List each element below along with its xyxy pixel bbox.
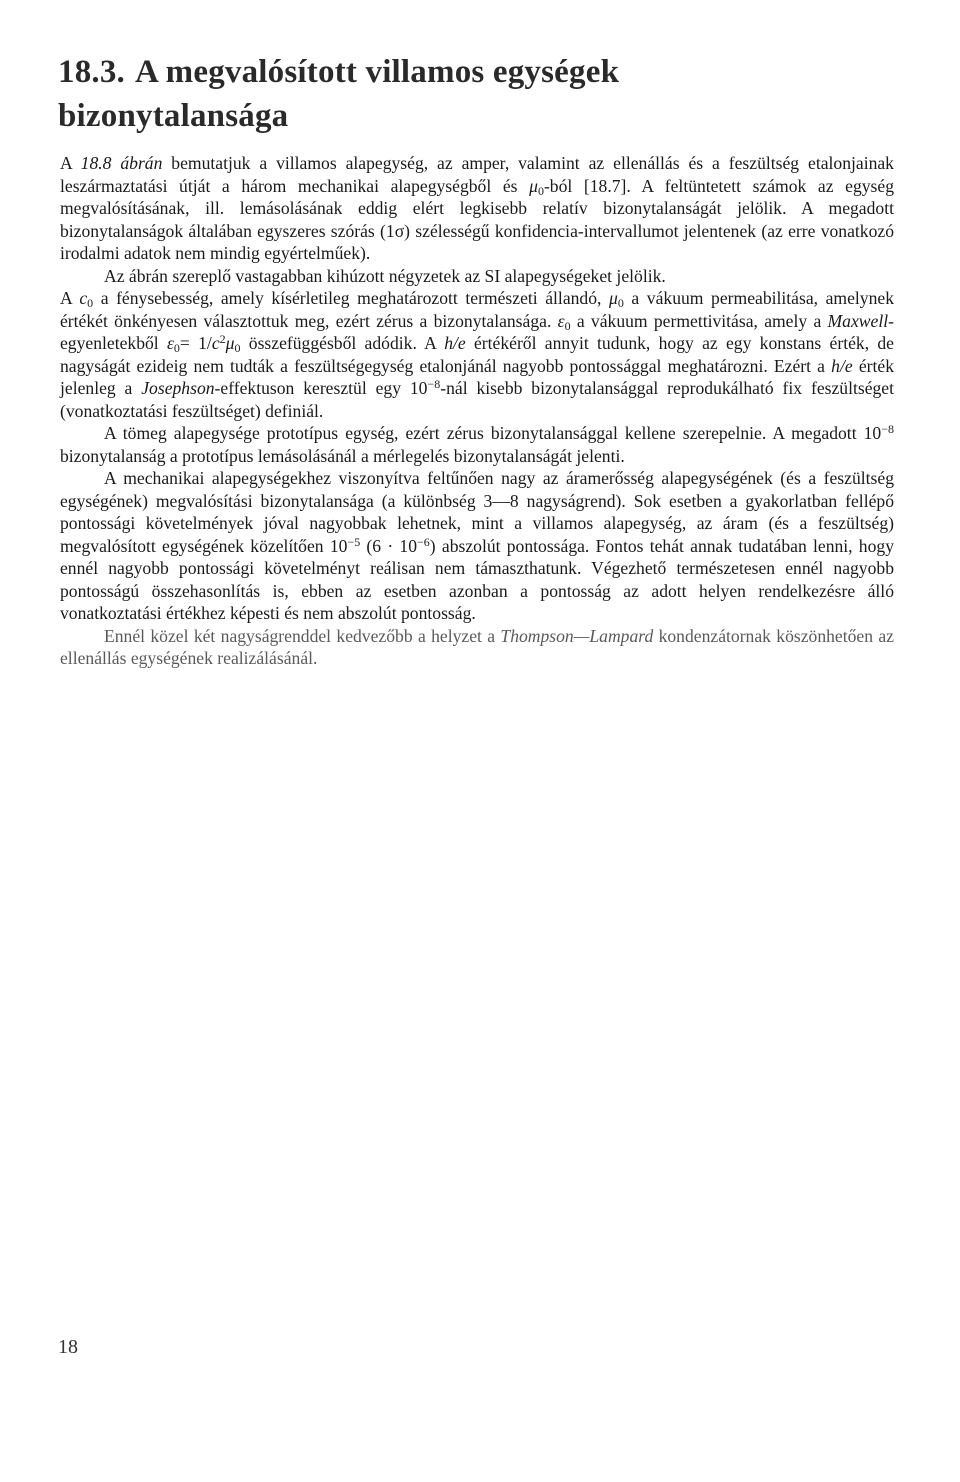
text-run: = 1/ <box>179 333 212 353</box>
superscript-exponent: −8 <box>881 422 894 436</box>
text-run: a vákuum permettivitása, amely a <box>570 310 828 331</box>
text-run: A <box>60 288 80 308</box>
text-run: A mechanikai alapegységekhez viszonyítva feltűnően nagy az áramerősség alapegységének (és a feszültség egységének) megvalósítási bizonytalansága (a különbség 3—8 nagyságrend). Sok esetben a gyakorlatban fellépő pontossági követelmények jóval nagyobbak lehetnek, mint a villamos alapegység, az áram (és a feszültség) megvalósított egységének közelítően 10 <box>60 468 894 556</box>
body-text <box>60 152 894 670</box>
paragraph-3 <box>60 287 894 422</box>
text-run: A tömeg alapegysége prototípus egység, ezért zérus bizonytalansággal kellene szerepelnie. A megadott 10 <box>104 423 882 443</box>
superscript-exponent: −6 <box>417 534 430 549</box>
text-run: a fénysebesség, amely kísérletileg meghatározott természeti állandó, <box>93 288 609 308</box>
subscript-zero: 0 <box>173 341 180 355</box>
mu-symbol: μ <box>529 175 538 196</box>
section-title <box>58 50 898 138</box>
c-symbol: c <box>79 288 88 308</box>
mu-symbol: μ <box>225 333 235 353</box>
text-run: A <box>60 153 81 173</box>
epsilon-symbol: ε <box>166 333 174 353</box>
superscript-exponent: −5 <box>347 534 361 549</box>
text-run: értékéről annyit tudunk, hogy az egy konstans érték, de nagyságát ezideig nem tudták a feszültségegység etalonjánál nagyobb pontossággal meghatározni. Ezért a <box>60 333 894 376</box>
subscript-zero: 0 <box>564 318 571 333</box>
subscript-zero: 0 <box>617 296 624 310</box>
paragraph-5 <box>60 467 894 625</box>
mu-symbol: μ <box>609 288 618 308</box>
text-run: Az ábrán szereplő vastagabban kihúzott négyzetek az SI alapegységeket jelölik. <box>104 265 666 286</box>
text-run: érték jelenleg a <box>60 355 894 398</box>
superscript-exponent: −8 <box>427 377 441 391</box>
subscript-zero: 0 <box>537 183 544 198</box>
section-number: 18.3. <box>58 54 125 90</box>
section-title-line2: bizonytalansága <box>58 98 289 134</box>
text-run: (6 · 10 <box>360 535 418 556</box>
text-run: bemutatjuk a villamos alapegység, az amper, valamint az ellenállás és a feszültség etalonjainak leszármaztatási útját a három mechanikai alapegységből és <box>60 153 894 196</box>
text-run: -effektuson keresztül egy 10 <box>214 378 428 398</box>
paragraph-6 <box>60 625 894 670</box>
subscript-zero: 0 <box>87 296 94 310</box>
paragraph-4 <box>60 422 894 467</box>
text-run: Ennél közel két nagyságrenddel kedvezőbb a helyzet a <box>104 625 501 646</box>
text-run: bizonytalanság a prototípus lemásolásánál a mérlegelés bizonytalanságát jelenti. <box>60 445 625 466</box>
page-number: 18 <box>58 1336 78 1358</box>
section-title-line1: A megvalósított villamos egységek <box>135 54 620 90</box>
text-run: -nál kisebb bizonytalansággal reprodukálható fix feszültséget (vonatkoztatási feszültséget) definiál. <box>60 378 895 421</box>
text-run: -egyenletekből <box>60 310 894 353</box>
subscript-zero: 0 <box>234 341 241 355</box>
josephson-name: Josephson <box>141 378 215 398</box>
thompson-lampard-name: Thompson—Lampard <box>500 625 654 646</box>
h-over-e: h/e <box>444 333 466 353</box>
figure-reference: 18.8 ábrán <box>80 153 163 173</box>
paragraph-1 <box>60 152 894 265</box>
maxwell-name: Maxwell <box>827 310 889 331</box>
text-run: összefüggésből adódik. A <box>240 333 445 353</box>
text-run: -ból [18.7]. A feltüntetett számok az egység megvalósításának, ill. lemásolásának eddig elért legkisebb relatív bizonytalanságát jelölik. A megadott bizonytalanságok általában egyszeres szórás (1σ) szélességű konfidencia-intervallumot jelentenek (az erre vonatkozó irodalmi adatok nem mindig egyértelműek). <box>60 175 894 263</box>
c-symbol: c <box>211 333 220 353</box>
superscript-two: 2 <box>219 332 226 346</box>
text-run: a vákuum permeabilitása, amelynek értékét önkényesen választottuk meg, ezért zérus a bizonytalansága. <box>60 288 894 331</box>
text-run: ) abszolút pontossága. Fontos tehát annak tudatában lenni, hogy ennél nagyobb pontossági követelményt reálisan nem támaszthatunk. Végezhető természetesen ennél nagyobb pontosságú összehasonlítás is, ebben az esetben azonban a pontosság az adott helyen rendelkezésre álló vonatkoztatási értékhez képesti és nem abszolút pontosság. <box>60 535 894 623</box>
text-run: kondenzátornak köszönhetően az ellenállás egységének realizálásánál. <box>60 625 894 668</box>
h-over-e: h/e <box>831 355 853 376</box>
epsilon-symbol: ε <box>557 310 565 331</box>
paragraph-2 <box>60 265 894 288</box>
